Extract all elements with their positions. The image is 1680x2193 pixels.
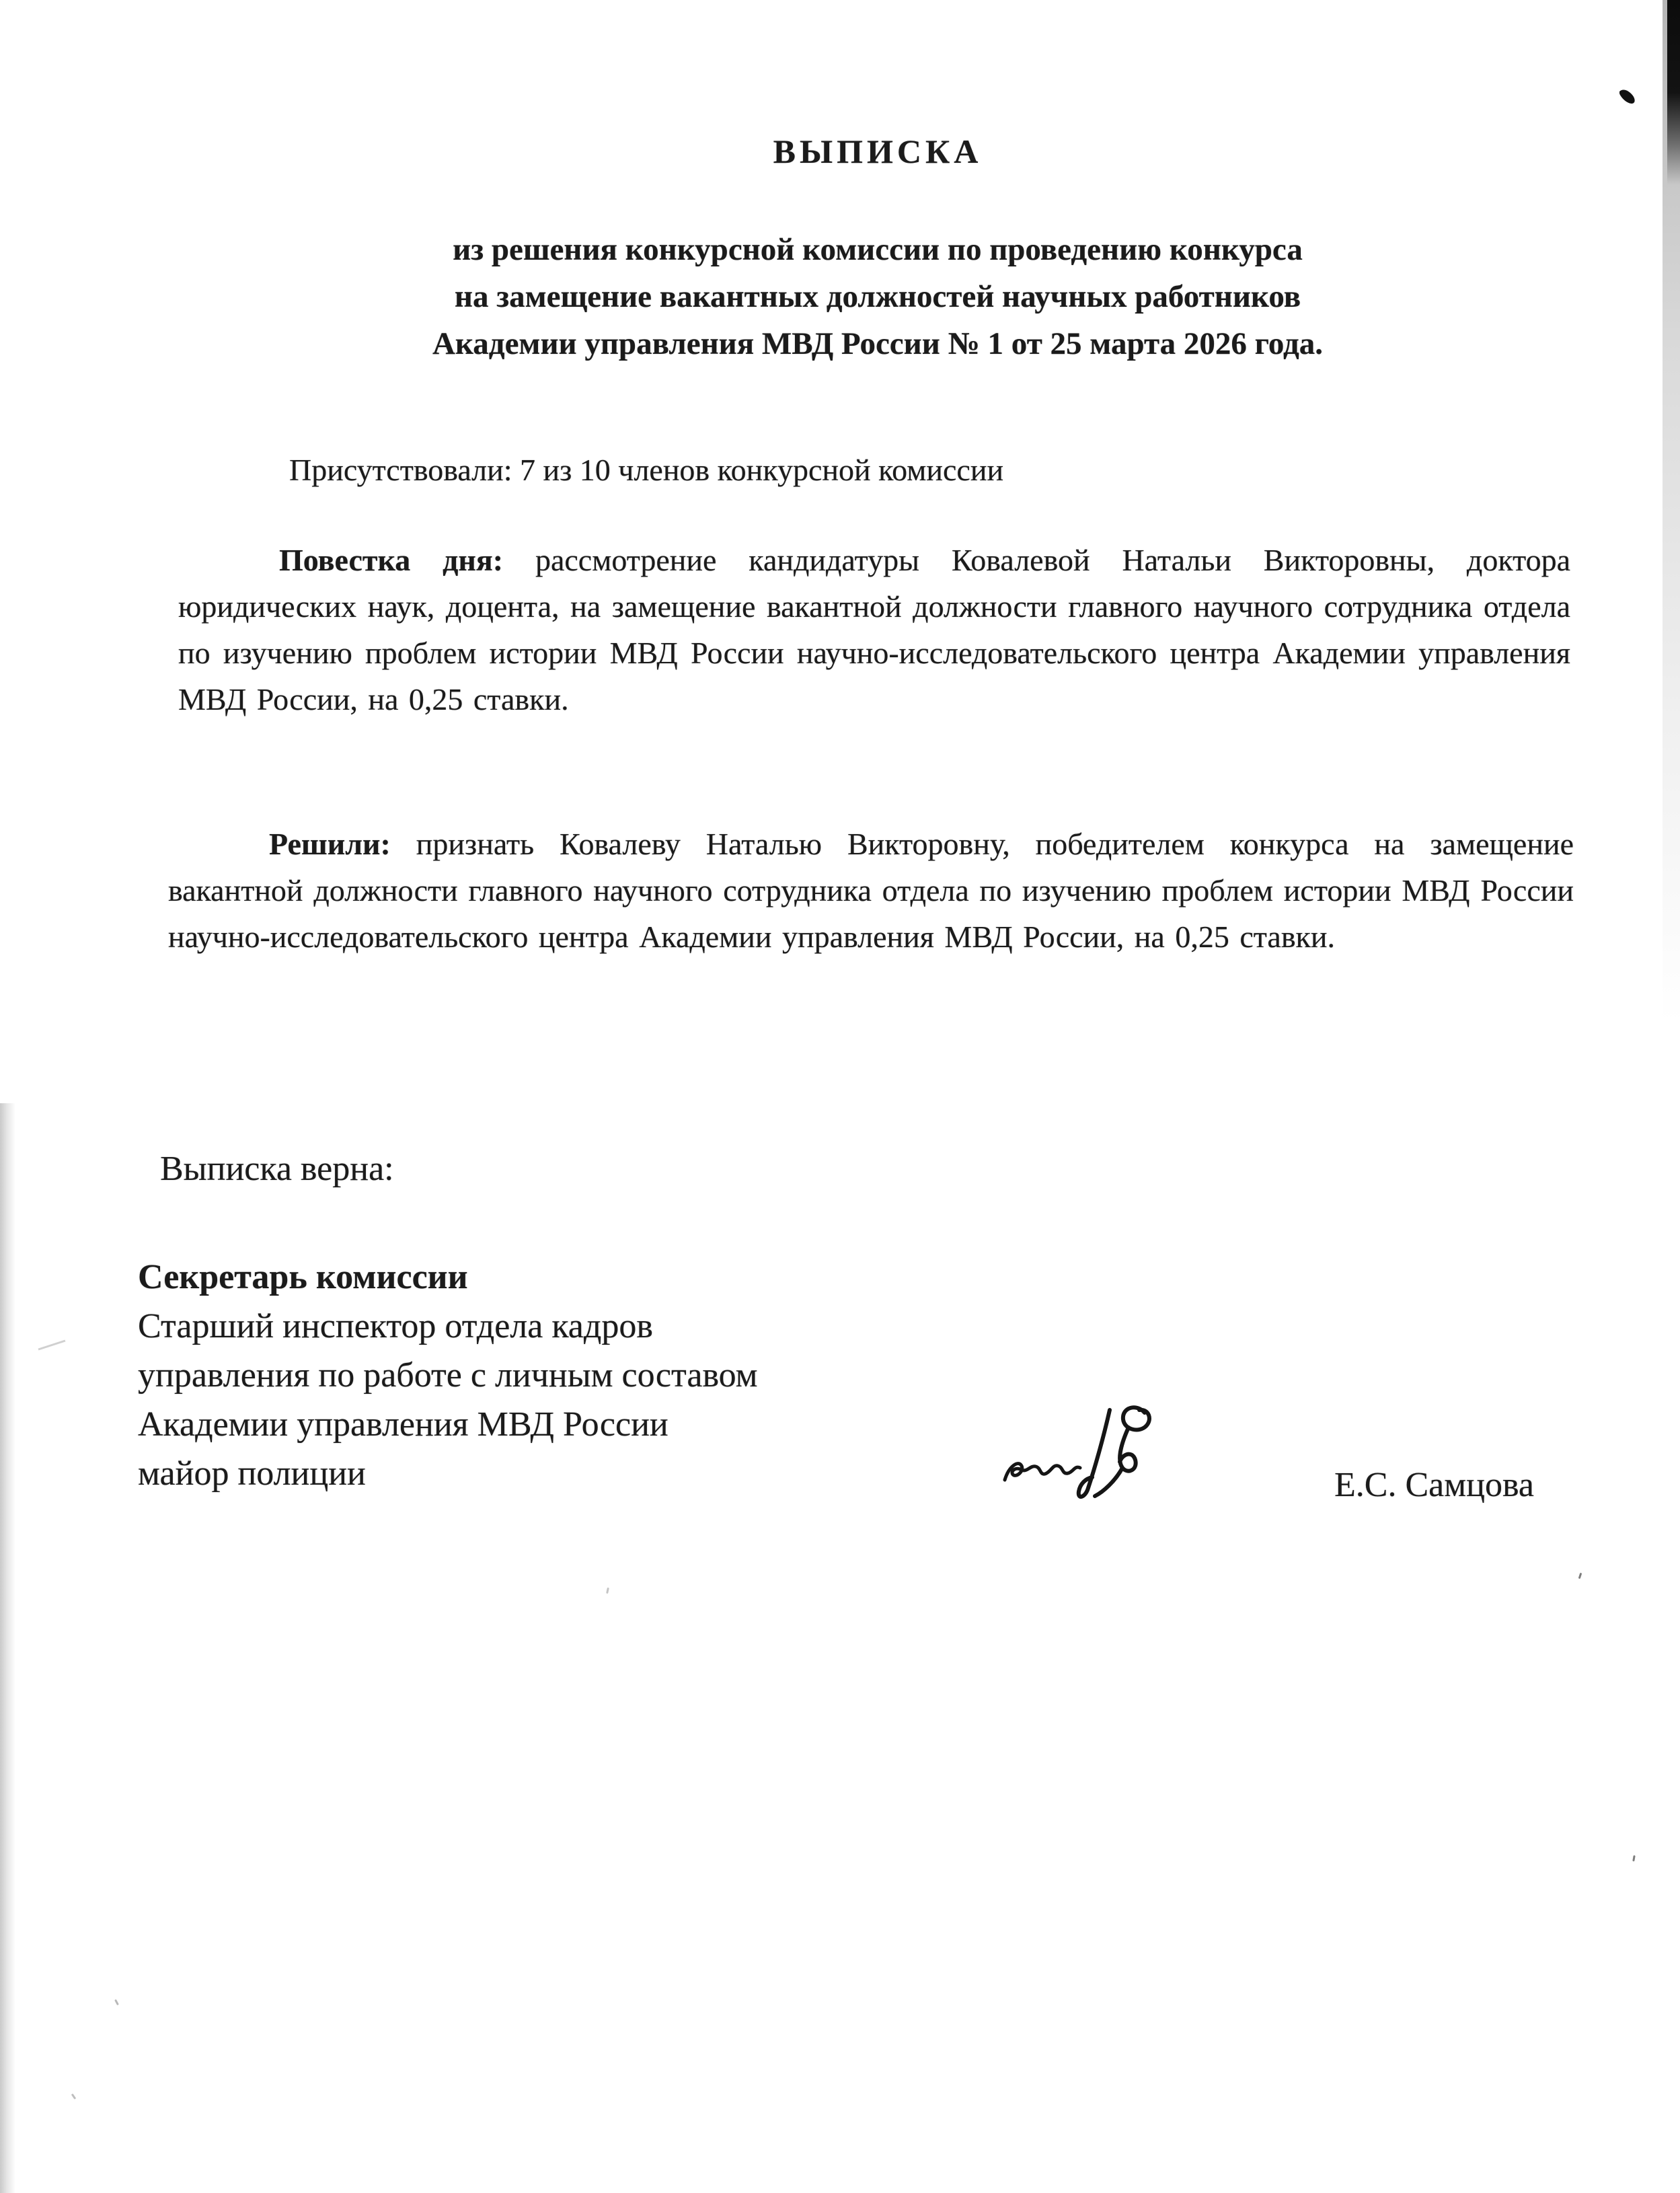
agenda-label: Повестка дня:	[279, 543, 504, 577]
document-title: ВЫПИСКА	[773, 133, 983, 170]
signer-role: Секретарь комиссии	[138, 1258, 468, 1296]
scan-speck	[71, 2093, 77, 2099]
signature-handwriting	[994, 1398, 1202, 1512]
signer-line: Старший инспектор отдела кадров	[138, 1307, 653, 1345]
signer-line: Академии управления МВД России	[138, 1405, 669, 1444]
scan-speck	[1578, 1573, 1582, 1579]
scan-edge-shadow-left	[0, 1103, 15, 2193]
subtitle-line: Академии управления МВД России № 1 от 25 марта 2026 года.	[432, 326, 1323, 361]
signer-line: управления по работе с личным составом	[138, 1356, 758, 1395]
scan-scratch	[38, 1340, 66, 1351]
scan-corner-dark-band	[1667, 0, 1680, 185]
subtitle-line: из решения конкурсной комиссии по проведению конкурса	[453, 232, 1303, 267]
decision-label: Решили:	[269, 827, 391, 861]
agenda-paragraph	[178, 537, 1570, 722]
decision-text: признать Ковалеву Наталью Викторовну, победителем конкурса на замещение вакантной должности главного научного сотрудника отдела по изучению проблем истории МВД России научно-исследовательского центра Академии управления МВД России, на 0,25 ставки.	[168, 827, 1574, 954]
certification-line: Выписка верна:	[160, 1150, 394, 1188]
scan-speck	[1632, 1855, 1636, 1861]
agenda-text: рассмотрение кандидатуры Ковалевой Натальи Викторовны, доктора юридических наук, доцента, на замещение вакантной должности главного научного сотрудника отдела по изучению проблем истории МВД России научно-исследовательского центра Академии управления МВД России, на 0,25 ставки.	[178, 543, 1570, 716]
signer-line: майор полиции	[138, 1454, 366, 1493]
scan-speck	[606, 1588, 609, 1594]
document-subtitle	[135, 226, 1621, 367]
pen-mark	[1617, 87, 1640, 108]
scan-speck	[114, 1999, 119, 2005]
signer-name: Е.С. Самцова	[1334, 1466, 1534, 1504]
signature-block	[138, 1253, 1113, 1498]
attendance-line: Присутствовали: 7 из 10 членов конкурсной комиссии	[289, 453, 1004, 487]
subtitle-line: на замещение вакантных должностей научных работников	[454, 279, 1301, 314]
decision-paragraph	[168, 821, 1574, 960]
